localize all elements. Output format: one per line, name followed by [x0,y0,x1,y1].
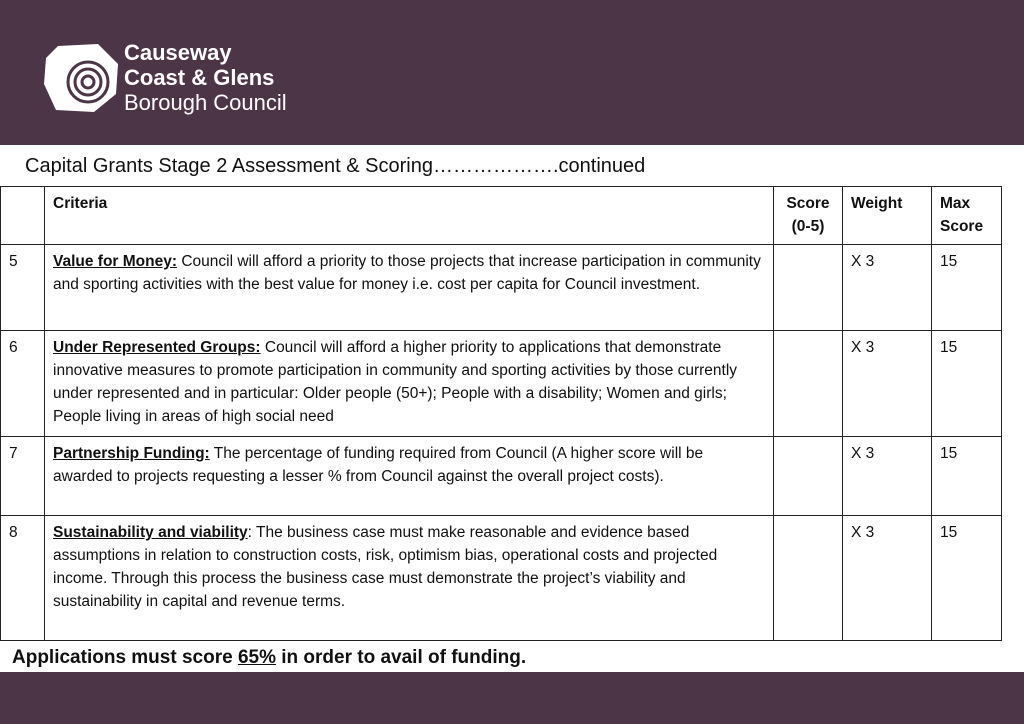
row-score[interactable] [774,515,843,640]
row-criteria [45,515,774,640]
table-row [1,330,1002,436]
criteria-label: Under Represented Groups: [53,338,261,356]
header-num [1,187,45,245]
row-num: 5 [1,244,45,330]
header-criteria: Criteria [45,187,774,245]
row-weight: X 3 [843,436,932,515]
criteria-text: The percentage of funding required from Council (A higher score will be awarded to projects requesting a lesser % from Council against the overall project costs). [53,444,704,485]
note-pre: Applications must score [12,647,238,668]
criteria-label: Value for Money: [53,252,178,270]
row-score[interactable] [774,244,843,330]
logo-line-2: Coast & Glens [124,65,275,90]
row-weight: X 3 [843,515,932,640]
logo-icon [44,44,120,112]
note-post: in order to avail of funding. [275,647,527,668]
scoring-table [0,186,1002,641]
criteria-text: : The business case must make reasonable and evidence based assumptions in relation to construction costs, risk, optimism bias, operational costs and projected income. Through this process the business case must demonstrate the project’s viability and sustainability in capital and revenue terms. [53,523,718,611]
row-max: 15 [932,244,1002,330]
page-title: Capital Grants Stage 2 Assessment & Scoring……………….continued [25,155,646,177]
criteria-label: Partnership Funding: [53,444,210,462]
logo-text [124,40,287,115]
table-header-row [1,187,1002,245]
header-max: Max Score [932,187,1002,245]
row-weight: X 3 [843,244,932,330]
logo-line-1: Causeway [124,40,232,65]
row-criteria [45,244,774,330]
row-score[interactable] [774,436,843,515]
footer-band [0,672,1024,724]
criteria-label: Sustainability and viability [53,523,248,541]
row-num: 8 [1,515,45,640]
row-num: 6 [1,330,45,436]
header-score: Score (0-5) [774,187,843,245]
note-percent: 65% [237,647,276,668]
row-criteria [45,436,774,515]
row-max: 15 [932,330,1002,436]
row-num: 7 [1,436,45,515]
criteria-text: Council will afford a priority to those projects that increase participation in community and sporting activities with the best value for money i.e. cost per capita for Council investment. [53,252,761,293]
logo-line-3: Borough Council [124,90,287,115]
row-max: 15 [932,515,1002,640]
row-score[interactable] [774,330,843,436]
row-weight: X 3 [843,330,932,436]
row-max: 15 [932,436,1002,515]
funding-note [12,647,526,669]
row-criteria [45,330,774,436]
table-row [1,244,1002,330]
criteria-text: Council will afford a higher priority to applications that demonstrate innovative measures to promote participation in community and sporting activities by those currently under represented and in particular: Older people (50+); People with a disability; Women and girls; People living in areas of high social need [53,338,738,426]
table-row [1,436,1002,515]
header-weight: Weight [843,187,932,245]
table-row [1,515,1002,640]
